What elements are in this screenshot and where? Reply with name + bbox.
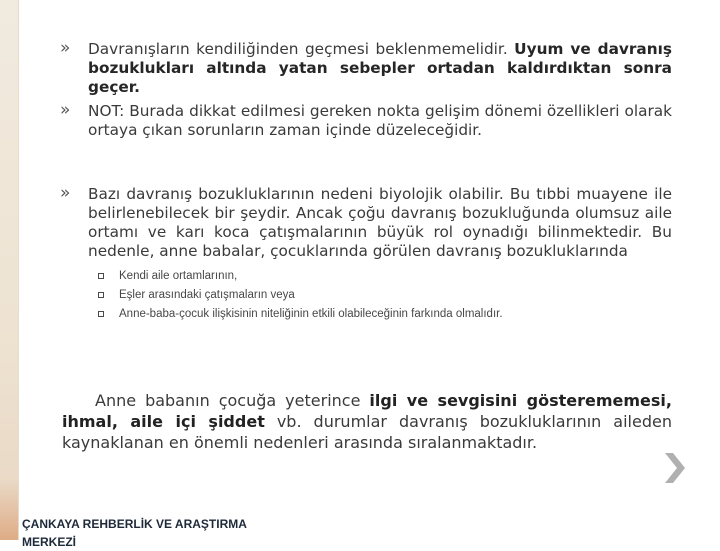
bullet-marker-icon: » bbox=[60, 100, 71, 120]
sub-bullet-list bbox=[97, 267, 672, 324]
spacer bbox=[60, 145, 672, 185]
closing-text: vb. durumlar davranış bozukluklarının aileden kaynaklanan en önemli nedenleri arasında sıralanmaktadır. bbox=[62, 412, 672, 452]
bullet-item bbox=[60, 185, 672, 261]
closing-text-bold: ilgi ve sevgisini gösterememesi, ihmal, aile içi şiddet bbox=[62, 391, 672, 431]
closing-text: Anne babanın çocuğa yeterince bbox=[95, 391, 370, 410]
chevron-right-icon[interactable] bbox=[661, 451, 687, 485]
sub-bullet-item bbox=[97, 286, 672, 305]
sub-bullet-text: Kendi aile ortamlarının, bbox=[119, 270, 238, 282]
footer-organization: ÇANKAYA REHBERLİK VE ARAŞTIRMA MERKEZİ bbox=[22, 517, 247, 549]
bullet-item bbox=[60, 102, 672, 140]
square-bullet-icon bbox=[98, 273, 104, 279]
bullet-text: Davranışların kendiliğinden geçmesi beklenmemelidir. bbox=[88, 40, 515, 58]
sub-bullet-item bbox=[97, 305, 672, 324]
square-bullet-icon bbox=[98, 311, 104, 317]
bullet-marker-icon: » bbox=[60, 38, 71, 58]
sub-bullet-item bbox=[97, 267, 672, 286]
bullet-marker-icon: » bbox=[60, 183, 71, 203]
sub-bullet-text: Eşler arasındaki çatışmaların veya bbox=[119, 289, 295, 301]
square-bullet-icon bbox=[98, 292, 104, 298]
slide-content bbox=[60, 40, 672, 324]
left-decorative-bar bbox=[0, 0, 19, 540]
bullet-item bbox=[60, 40, 672, 97]
bullet-text: NOT: Burada dikkat edilmesi gereken nokta gelişim dönemi özellikleri olarak ortaya çıkan sorunların zaman içinde düzeleceğidir. bbox=[88, 102, 672, 139]
left-bar-accent bbox=[0, 480, 18, 540]
sub-bullet-text: Anne-baba-çocuk ilişkisinin niteliğinin etkili olabileceğinin farkında olmalıdır. bbox=[119, 308, 503, 320]
bullet-text-bold: Uyum ve davranış bozuklukları altında yatan sebepler ortadan kaldırdıktan sonra geçer. bbox=[88, 40, 672, 96]
closing-paragraph bbox=[62, 390, 672, 453]
bullet-text: Bazı davranış bozukluklarının nedeni biyolojik olabilir. Bu tıbbi muayene ile belirlenebilecek bir şeydir. Ancak çoğu davranış bozukluğunda olumsuz aile ortamı ve karı koca çatışmalarının büyük rol oynadığı bilinmektedir. Bu nedenle, anne babalar, çocuklarında görülen davranış bozukluklarında bbox=[88, 185, 672, 260]
